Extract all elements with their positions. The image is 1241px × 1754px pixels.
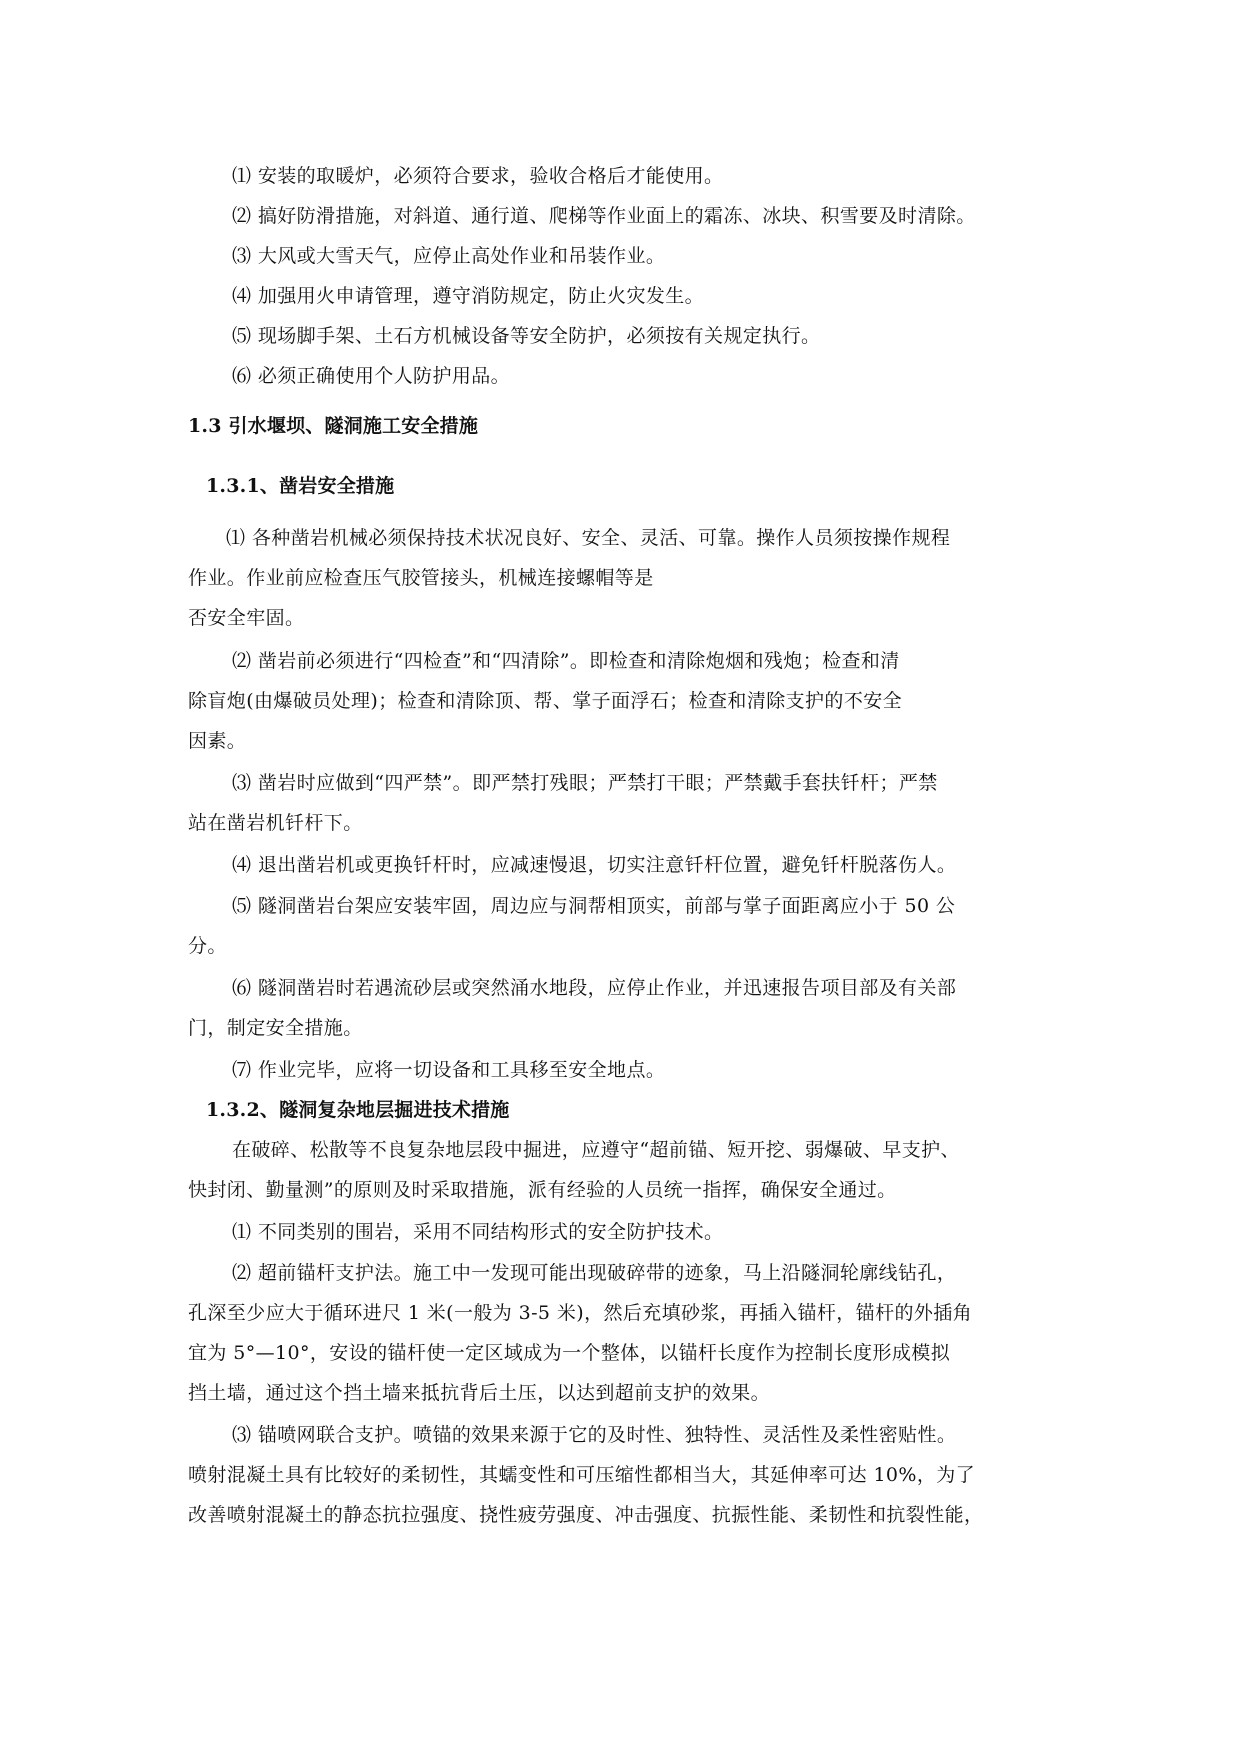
list-item: ⑹ 必须正确使用个人防护用品。 (232, 365, 511, 387)
subsection-heading: 1.3.1、凿岩安全措施 (206, 475, 395, 497)
paragraph-line: 因素。 (188, 730, 247, 752)
paragraph-line: 除盲炮(由爆破员处理)；检查和清除顶、帮、掌子面浮石；检查和清除支护的不安全 (188, 690, 903, 712)
paragraph-line: 门，制定安全措施。 (188, 1017, 363, 1039)
list-item: ⑶ 大风或大雪天气，应停止高处作业和吊装作业。 (232, 245, 666, 267)
paragraph-line: ⑴ 各种凿岩机械必须保持技术状况良好、安全、灵活、可靠。操作人员须按操作规程 (226, 527, 951, 549)
paragraph-line: ⑸ 隧洞凿岩台架应安装牢固，周边应与洞帮相顶实，前部与掌子面距离应小于 50 公 (232, 895, 956, 917)
paragraph-line: 挡土墙，通过这个挡土墙来抵抗背后土压，以达到超前支护的效果。 (188, 1382, 771, 1404)
paragraph-line: 在破碎、松散等不良复杂地层段中掘进，应遵守“超前锚、短开挖、弱爆破、早支护、 (232, 1139, 960, 1161)
paragraph-line: ⑹ 隧洞凿岩时若遇流砂层或突然涌水地段，应停止作业，并迅速报告项目部及有关部 (232, 977, 957, 999)
paragraph-line: 喷射混凝土具有比较好的柔韧性，其蠕变性和可压缩性都相当大，其延伸率可达 10%，为了 (188, 1464, 976, 1486)
paragraph-line: 作业。作业前应检查压气胶管接头，机械连接螺帽等是 (188, 567, 654, 589)
paragraph-line: 孔深至少应大于循环进尺 1 米(一般为 3-5 米)，然后充填砂浆，再插入锚杆，锚杆的外插角 (188, 1302, 973, 1324)
paragraph-line: ⑺ 作业完毕，应将一切设备和工具移至安全地点。 (232, 1059, 666, 1081)
list-item: ⑷ 加强用火申请管理，遵守消防规定，防止火灾发生。 (232, 285, 705, 307)
paragraph-line: 宜为 5°—10°，安设的锚杆使一定区域成为一个整体，以锚杆长度作为控制长度形成模拟 (188, 1342, 951, 1364)
subsection-heading: 1.3.2、隧洞复杂地层掘进技术措施 (206, 1099, 510, 1121)
list-item: ⑴ 安装的取暖炉，必须符合要求，验收合格后才能使用。 (232, 165, 724, 187)
paragraph-line: 否安全牢固。 (188, 607, 305, 629)
paragraph-line: ⑷ 退出凿岩机或更换钎杆时，应减速慢退，切实注意钎杆位置，避免钎杆脱落伤人。 (232, 854, 957, 876)
list-item: ⑸ 现场脚手架、土石方机械设备等安全防护，必须按有关规定执行。 (232, 325, 821, 347)
paragraph-line: 站在凿岩机钎杆下。 (188, 812, 363, 834)
paragraph-line: ⑵ 超前锚杆支护法。施工中一发现可能出现破碎带的迹象，马上沿隧洞轮廓线钻孔， (232, 1262, 957, 1284)
paragraph-line: 快封闭、勤量测”的原则及时采取措施，派有经验的人员统一指挥，确保安全通过。 (188, 1179, 897, 1201)
paragraph-line: ⑵ 凿岩前必须进行“四检查”和“四清除”。即检查和清除炮烟和残炮；检查和清 (232, 650, 900, 672)
paragraph-line: ⑶ 锚喷网联合支护。喷锚的效果来源于它的及时性、独特性、灵活性及柔性密贴性。 (232, 1424, 957, 1446)
paragraph-line: 分。 (188, 935, 227, 957)
paragraph-line: ⑶ 凿岩时应做到“四严禁”。即严禁打残眼；严禁打干眼；严禁戴手套扶钎杆；严禁 (232, 772, 938, 794)
section-heading: 1.3 引水堰坝、隧洞施工安全措施 (188, 415, 479, 437)
paragraph-line: 改善喷射混凝土的静态抗拉强度、挠性疲劳强度、冲击强度、抗振性能、柔韧性和抗裂性能， (188, 1504, 984, 1526)
list-item: ⑵ 搞好防滑措施，对斜道、通行道、爬梯等作业面上的霜冻、冰块、积雪要及时清除。 (232, 205, 976, 227)
paragraph-line: ⑴ 不同类别的围岩，采用不同结构形式的安全防护技术。 (232, 1221, 724, 1243)
